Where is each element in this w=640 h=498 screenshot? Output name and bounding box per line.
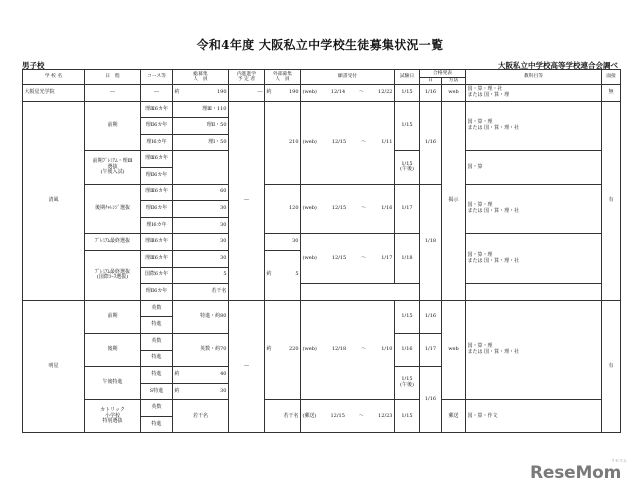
table-row: 国際6カ年 5	[23, 267, 621, 284]
header-internal: 内進進学 予 定 者	[229, 70, 265, 85]
header-result: 合格発表	[420, 70, 466, 78]
table-row: 明星 前期 英数 特進・約80 ― 約 220 (web) 12/18 ～ 1/10 1/15 1/16 web 国・算・理 または 国・算・理・社 有	[23, 300, 621, 317]
header-capacity: 総募集 人 員	[173, 70, 229, 85]
school-name: 明星	[23, 300, 85, 433]
header-application: 願書受付	[301, 70, 395, 85]
header-external: 外部募集 人 員	[265, 70, 301, 85]
table-row: 前期ﾌﾟﾚﾐｱﾑ・理Ⅲ 選抜 (午後入試) 理Ⅲ6カ年 1/15 (午後) 国・算	[23, 151, 621, 168]
section-label: 男子校	[22, 61, 45, 70]
header-interview: 面接	[602, 70, 621, 85]
table-row: 後期 英数 英数・約70 1/16 1/17	[23, 333, 621, 350]
school-name: 大阪星光学院	[23, 85, 85, 102]
table-row: 理Ⅱ6カ年 30	[23, 201, 621, 218]
table-row: 清風 前期 理Ⅲ6カ年 理Ⅲ・110 ― 210 (web) 12/15 ～ 1/11 1/15 1/16 掲示 国・算・理 または 国・算・理・社 有	[23, 101, 621, 118]
table-row: 理Ⅱ6カ年	[23, 167, 621, 184]
table-row: 特進	[23, 317, 621, 334]
header-result-method: 方法	[442, 78, 466, 85]
header-result-day: 日	[420, 78, 442, 85]
table-row: 後期ﾁｬﾚﾝｼﾞ選抜 理Ⅲ6カ年 60 120 (web) 12/15 ～ 1/16 1/17 1/18 国・算・理 または 国・算・理・社	[23, 184, 621, 201]
table-row: 特進	[23, 416, 621, 433]
header-schedule: 日 程	[85, 70, 141, 85]
admissions-table	[22, 69, 621, 433]
header-exam-date: 試験日	[395, 70, 420, 85]
logo-ruby: リセマム	[611, 458, 627, 463]
table-row: 午後特進 特進 約 40 1/15 (午後) 1/16	[23, 367, 621, 384]
table-row: ﾌﾟﾚﾐｱﾑ最終選抜 (国際ｺｰｽ選抜) 理Ⅲ6カ年 30 約 5	[23, 250, 621, 267]
table-row: S特進 約 30	[23, 383, 621, 400]
table-row: 理Ⅰ6カ年 30	[23, 217, 621, 234]
school-name: 清風	[23, 101, 85, 300]
header-school: 学 校 名	[23, 70, 85, 85]
table-row: 大阪星光学院 ― ― 約 190 ― 約 190 (web) 12/14 ～ 12/22 1/15 1/16 web 国・算・理・社 または 国・算・理 無	[23, 85, 621, 102]
table-row: カトリック 小学校 特別選抜 英数 若干名 若干名 (郵送) 12/15 ～ 12/23 1/15 郵送 国・算・作文	[23, 400, 621, 417]
resemom-logo: ReseMom	[530, 463, 622, 483]
table-row: 理Ⅱ6カ年 若干名	[23, 284, 621, 301]
table-row: ﾌﾟﾚﾐｱﾑ最終選抜 理Ⅲ6カ年 30 30 (web) 12/15 ～ 1/17 1/18 国・算・理 または 国・算・理・社	[23, 234, 621, 251]
source-note: 大阪私立中学校高等学校連合会調べ	[498, 61, 618, 70]
table-row: 理Ⅰ6カ年 理Ⅰ・50	[23, 134, 621, 151]
header-subjects: 教科目等	[466, 70, 602, 85]
table-row: 理Ⅱ6カ年 理Ⅱ・50	[23, 118, 621, 135]
table-row: 特進	[23, 350, 621, 367]
header-course: コース等	[141, 70, 173, 85]
page-title: 令和4年度 大阪私立中学校生徒募集状況一覧	[196, 38, 444, 52]
